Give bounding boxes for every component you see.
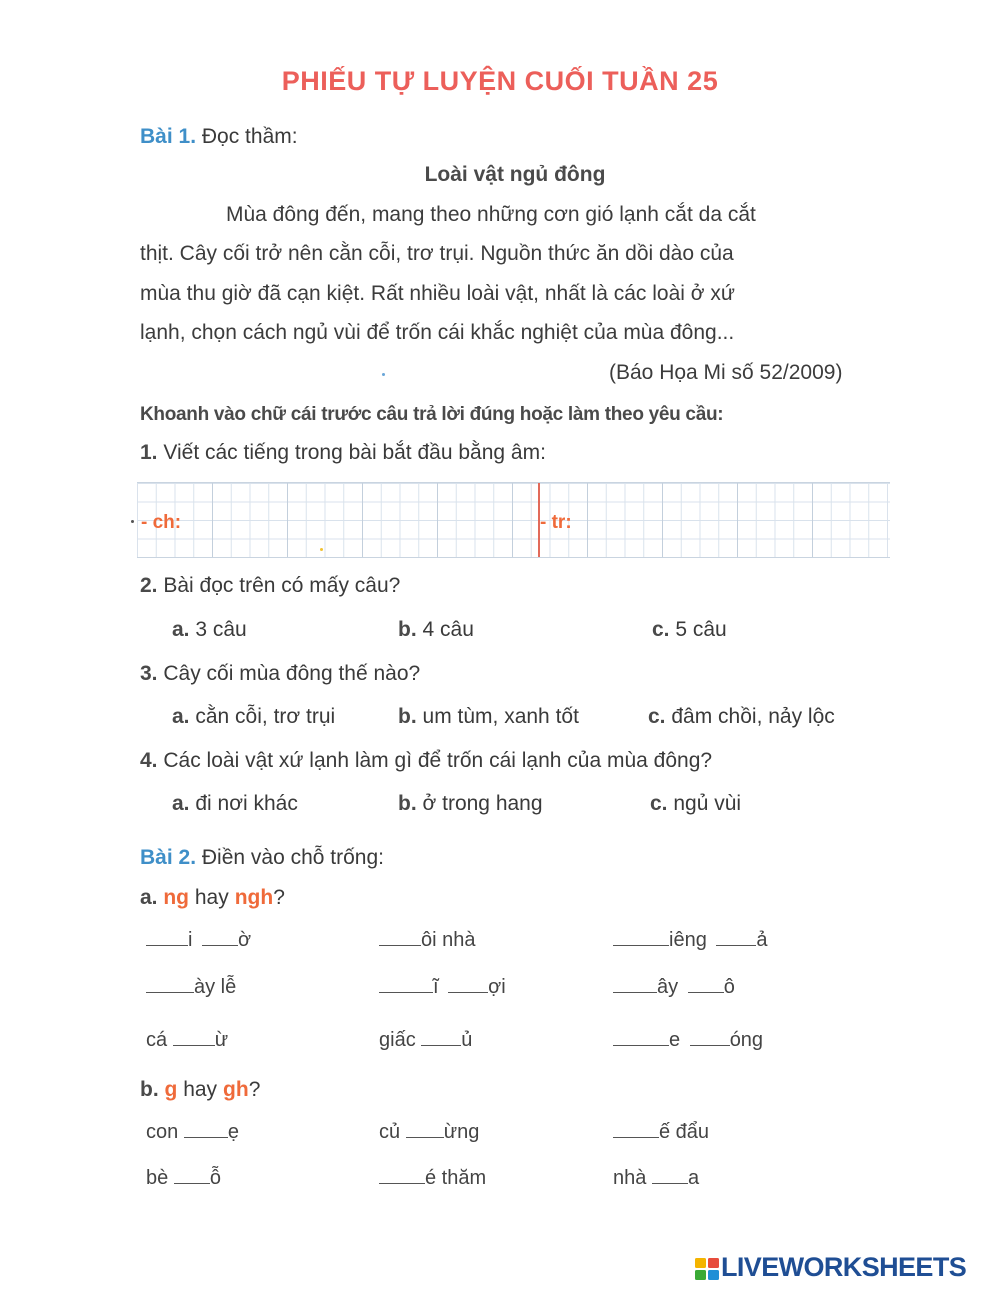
- a-r1c2: [379, 929, 476, 952]
- liveworksheets-logo-icon: [695, 1258, 719, 1280]
- story-title: Loài vật ngủ đông: [424, 163, 606, 186]
- a-r2c1: [146, 976, 236, 999]
- blank[interactable]: [173, 1044, 215, 1046]
- question-2-text: Bài đọc trên có mấy câu?: [163, 574, 401, 597]
- blank[interactable]: [184, 1136, 228, 1138]
- blank[interactable]: [174, 1182, 210, 1184]
- a-r3c2-part2: ủ: [461, 1029, 473, 1051]
- ch-answer-field[interactable]: [200, 504, 530, 540]
- exercise-1-label: Bài 1.: [140, 125, 197, 148]
- tr-label: - tr:: [540, 512, 572, 533]
- q2-option-c-key: c.: [652, 618, 670, 641]
- b-r1c1-text: con: [146, 1121, 179, 1143]
- exercise-1-header: [140, 125, 298, 149]
- a-r1c1-part2: ờ: [238, 929, 252, 951]
- a-r2c1-text: ày lễ: [194, 976, 237, 998]
- q4-option-b[interactable]: [398, 792, 543, 816]
- q3-option-c[interactable]: [648, 705, 835, 729]
- q4-option-a-key: a.: [172, 792, 190, 815]
- b-r2c2: [379, 1167, 486, 1190]
- b-r2c1-text: bè: [146, 1167, 169, 1189]
- exercise-2-label: Bài 2.: [140, 846, 197, 869]
- blank[interactable]: [406, 1136, 444, 1138]
- q2-option-c[interactable]: [652, 618, 727, 642]
- speck: [320, 548, 323, 551]
- a-r3c3-part1: e: [669, 1029, 681, 1051]
- q4-option-a-text: đi nơi khác: [195, 792, 298, 815]
- question-4-text: Các loài vật xứ lạnh làm gì để trốn cái lạnh của mùa đông?: [163, 749, 713, 772]
- b-r2c3: [613, 1167, 699, 1190]
- q2-option-a-key: a.: [172, 618, 190, 641]
- a-r1c2-text: ôi nhà: [421, 929, 476, 951]
- part-b-option-2: gh: [223, 1078, 249, 1101]
- a-r3c1: [146, 1029, 228, 1052]
- a-r2c2: [379, 976, 506, 999]
- a-r3c3-part2: óng: [729, 1029, 764, 1051]
- page-title: PHIẾU TỰ LUYỆN CUỐI TUẦN 25: [281, 66, 719, 96]
- part-a-key: a.: [140, 886, 158, 909]
- a-r2c2-part1: ĩ: [433, 976, 439, 998]
- q4-option-c-text: ngủ vùi: [673, 792, 742, 815]
- q2-option-c-text: 5 câu: [675, 618, 727, 641]
- b-r1c2-part2: ừng: [443, 1121, 480, 1143]
- a-r2c3-part2: ô: [723, 976, 735, 998]
- ch-label: - ch:: [141, 512, 182, 533]
- question-1-text: Viết các tiếng trong bài bắt đầu bằng âm:: [163, 441, 546, 464]
- q3-option-b[interactable]: [398, 705, 579, 729]
- q3-option-c-text: đâm chồi, nảy lộc: [671, 705, 835, 728]
- a-r2c2-part2: ợi: [488, 976, 506, 998]
- blank[interactable]: [421, 1044, 461, 1046]
- story-line-2: thịt. Cây cối trở nên cằn cỗi, trơ trụi. Nguồn thức ăn dồi dào của: [140, 242, 734, 265]
- story-line-1: Mùa đông đến, mang theo những cơn gió lạnh cắt da cắt: [226, 203, 756, 226]
- q4-option-b-key: b.: [398, 792, 417, 815]
- answer-instruction: Khoanh vào chữ cái trước câu trả lời đúng hoặc làm theo yêu cầu:: [140, 404, 724, 425]
- q3-option-a-text: cằn cỗi, trơ trụi: [195, 705, 336, 728]
- b-r1c2-text: củ: [379, 1121, 401, 1143]
- speck: [131, 520, 134, 523]
- q2-option-b-text: 4 câu: [422, 618, 474, 641]
- question-4-number: 4.: [140, 749, 158, 772]
- question-2: [140, 574, 400, 598]
- b-r1c1: [146, 1121, 239, 1144]
- b-r2c3-text: nhà: [613, 1167, 647, 1189]
- a-r1c3-part1: iêng: [669, 929, 707, 951]
- b-r2c1: [146, 1167, 221, 1190]
- b-r1c3-text: ế đẩu: [659, 1121, 710, 1143]
- q4-option-c-key: c.: [650, 792, 668, 815]
- blank[interactable]: [652, 1182, 688, 1184]
- a-r3c1-part2: ừ: [214, 1029, 229, 1051]
- b-r2c2-text: é thăm: [425, 1167, 487, 1189]
- story-line-3: mùa thu giờ đã cạn kiệt. Rất nhiều loài vật, nhất là các loài ở xứ: [140, 282, 735, 305]
- exercise-2-header: [140, 846, 384, 870]
- blank[interactable]: [690, 1044, 730, 1046]
- part-a-option-2: ngh: [234, 886, 274, 909]
- a-r3c3: [613, 1029, 763, 1052]
- blank[interactable]: [202, 944, 238, 946]
- liveworksheets-logo-text: LIVEWORKSHEETS: [721, 1252, 967, 1282]
- q4-option-b-text: ở trong hang: [422, 792, 543, 815]
- blank[interactable]: [379, 991, 433, 993]
- exercise-2-instruction: Điền vào chỗ trống:: [201, 846, 384, 869]
- question-2-number: 2.: [140, 574, 158, 597]
- blank[interactable]: [379, 1182, 425, 1184]
- story-line-4: lạnh, chọn cách ngủ vùi để trốn cái khắc nghiệt của mùa đông...: [140, 321, 735, 344]
- part-b-option-1: g: [164, 1078, 178, 1101]
- blank[interactable]: [613, 991, 657, 993]
- part-b-qmark: ?: [248, 1078, 261, 1101]
- exercise-1-instruction: Đọc thầm:: [201, 125, 298, 148]
- a-r1c1: [146, 929, 251, 952]
- blank[interactable]: [379, 944, 421, 946]
- question-3: [140, 662, 420, 686]
- part-b-hay: hay: [183, 1078, 218, 1101]
- part-a-qmark: ?: [273, 886, 285, 909]
- blank[interactable]: [716, 944, 756, 946]
- blank[interactable]: [613, 1044, 669, 1046]
- q2-option-b[interactable]: [398, 618, 474, 642]
- question-1: [140, 441, 546, 465]
- part-b-key: b.: [140, 1078, 159, 1101]
- q2-option-b-key: b.: [398, 618, 417, 641]
- blank[interactable]: [688, 991, 724, 993]
- q4-option-c[interactable]: [650, 792, 741, 816]
- q3-option-b-key: b.: [398, 705, 417, 728]
- blank[interactable]: [448, 991, 488, 993]
- a-r1c1-part1: i: [188, 929, 193, 951]
- q3-option-a-key: a.: [172, 705, 190, 728]
- question-1-number: 1.: [140, 441, 158, 464]
- b-r2c3-part2: a: [687, 1167, 700, 1189]
- q3-option-a[interactable]: [172, 705, 335, 729]
- a-r2c3-part1: ây: [657, 976, 679, 998]
- part-b-prompt: [140, 1078, 260, 1102]
- question-4: [140, 749, 712, 773]
- tr-answer-field[interactable]: [585, 504, 885, 540]
- blank[interactable]: [146, 944, 188, 946]
- a-r1c3-part2: ả: [756, 929, 768, 951]
- speck: [382, 373, 385, 376]
- q2-option-a-text: 3 câu: [195, 618, 247, 641]
- q4-option-a[interactable]: [172, 792, 298, 816]
- part-a-hay: hay: [194, 886, 229, 909]
- a-r2c3: [613, 976, 735, 999]
- q3-option-b-text: um tùm, xanh tốt: [422, 705, 579, 728]
- b-r1c2: [379, 1121, 479, 1144]
- part-a-option-1: ng: [163, 886, 190, 909]
- b-r1c1-part2: ẹ: [227, 1121, 239, 1143]
- q2-option-a[interactable]: [172, 618, 247, 642]
- b-r2c1-part2: ỗ: [209, 1167, 221, 1189]
- question-3-text: Cây cối mùa đông thế nào?: [163, 662, 421, 685]
- a-r3c1-text: cá: [146, 1029, 168, 1051]
- story-source: (Báo Họa Mi số 52/2009): [609, 361, 843, 384]
- question-3-number: 3.: [140, 662, 158, 685]
- a-r3c2: [379, 1029, 472, 1052]
- b-r1c3: [613, 1121, 709, 1144]
- blank[interactable]: [146, 991, 194, 993]
- q3-option-c-key: c.: [648, 705, 666, 728]
- blank[interactable]: [613, 944, 669, 946]
- blank[interactable]: [613, 1136, 659, 1138]
- part-a-prompt: [140, 886, 285, 910]
- a-r1c3: [613, 929, 768, 952]
- a-r3c2-text: giấc: [379, 1029, 416, 1051]
